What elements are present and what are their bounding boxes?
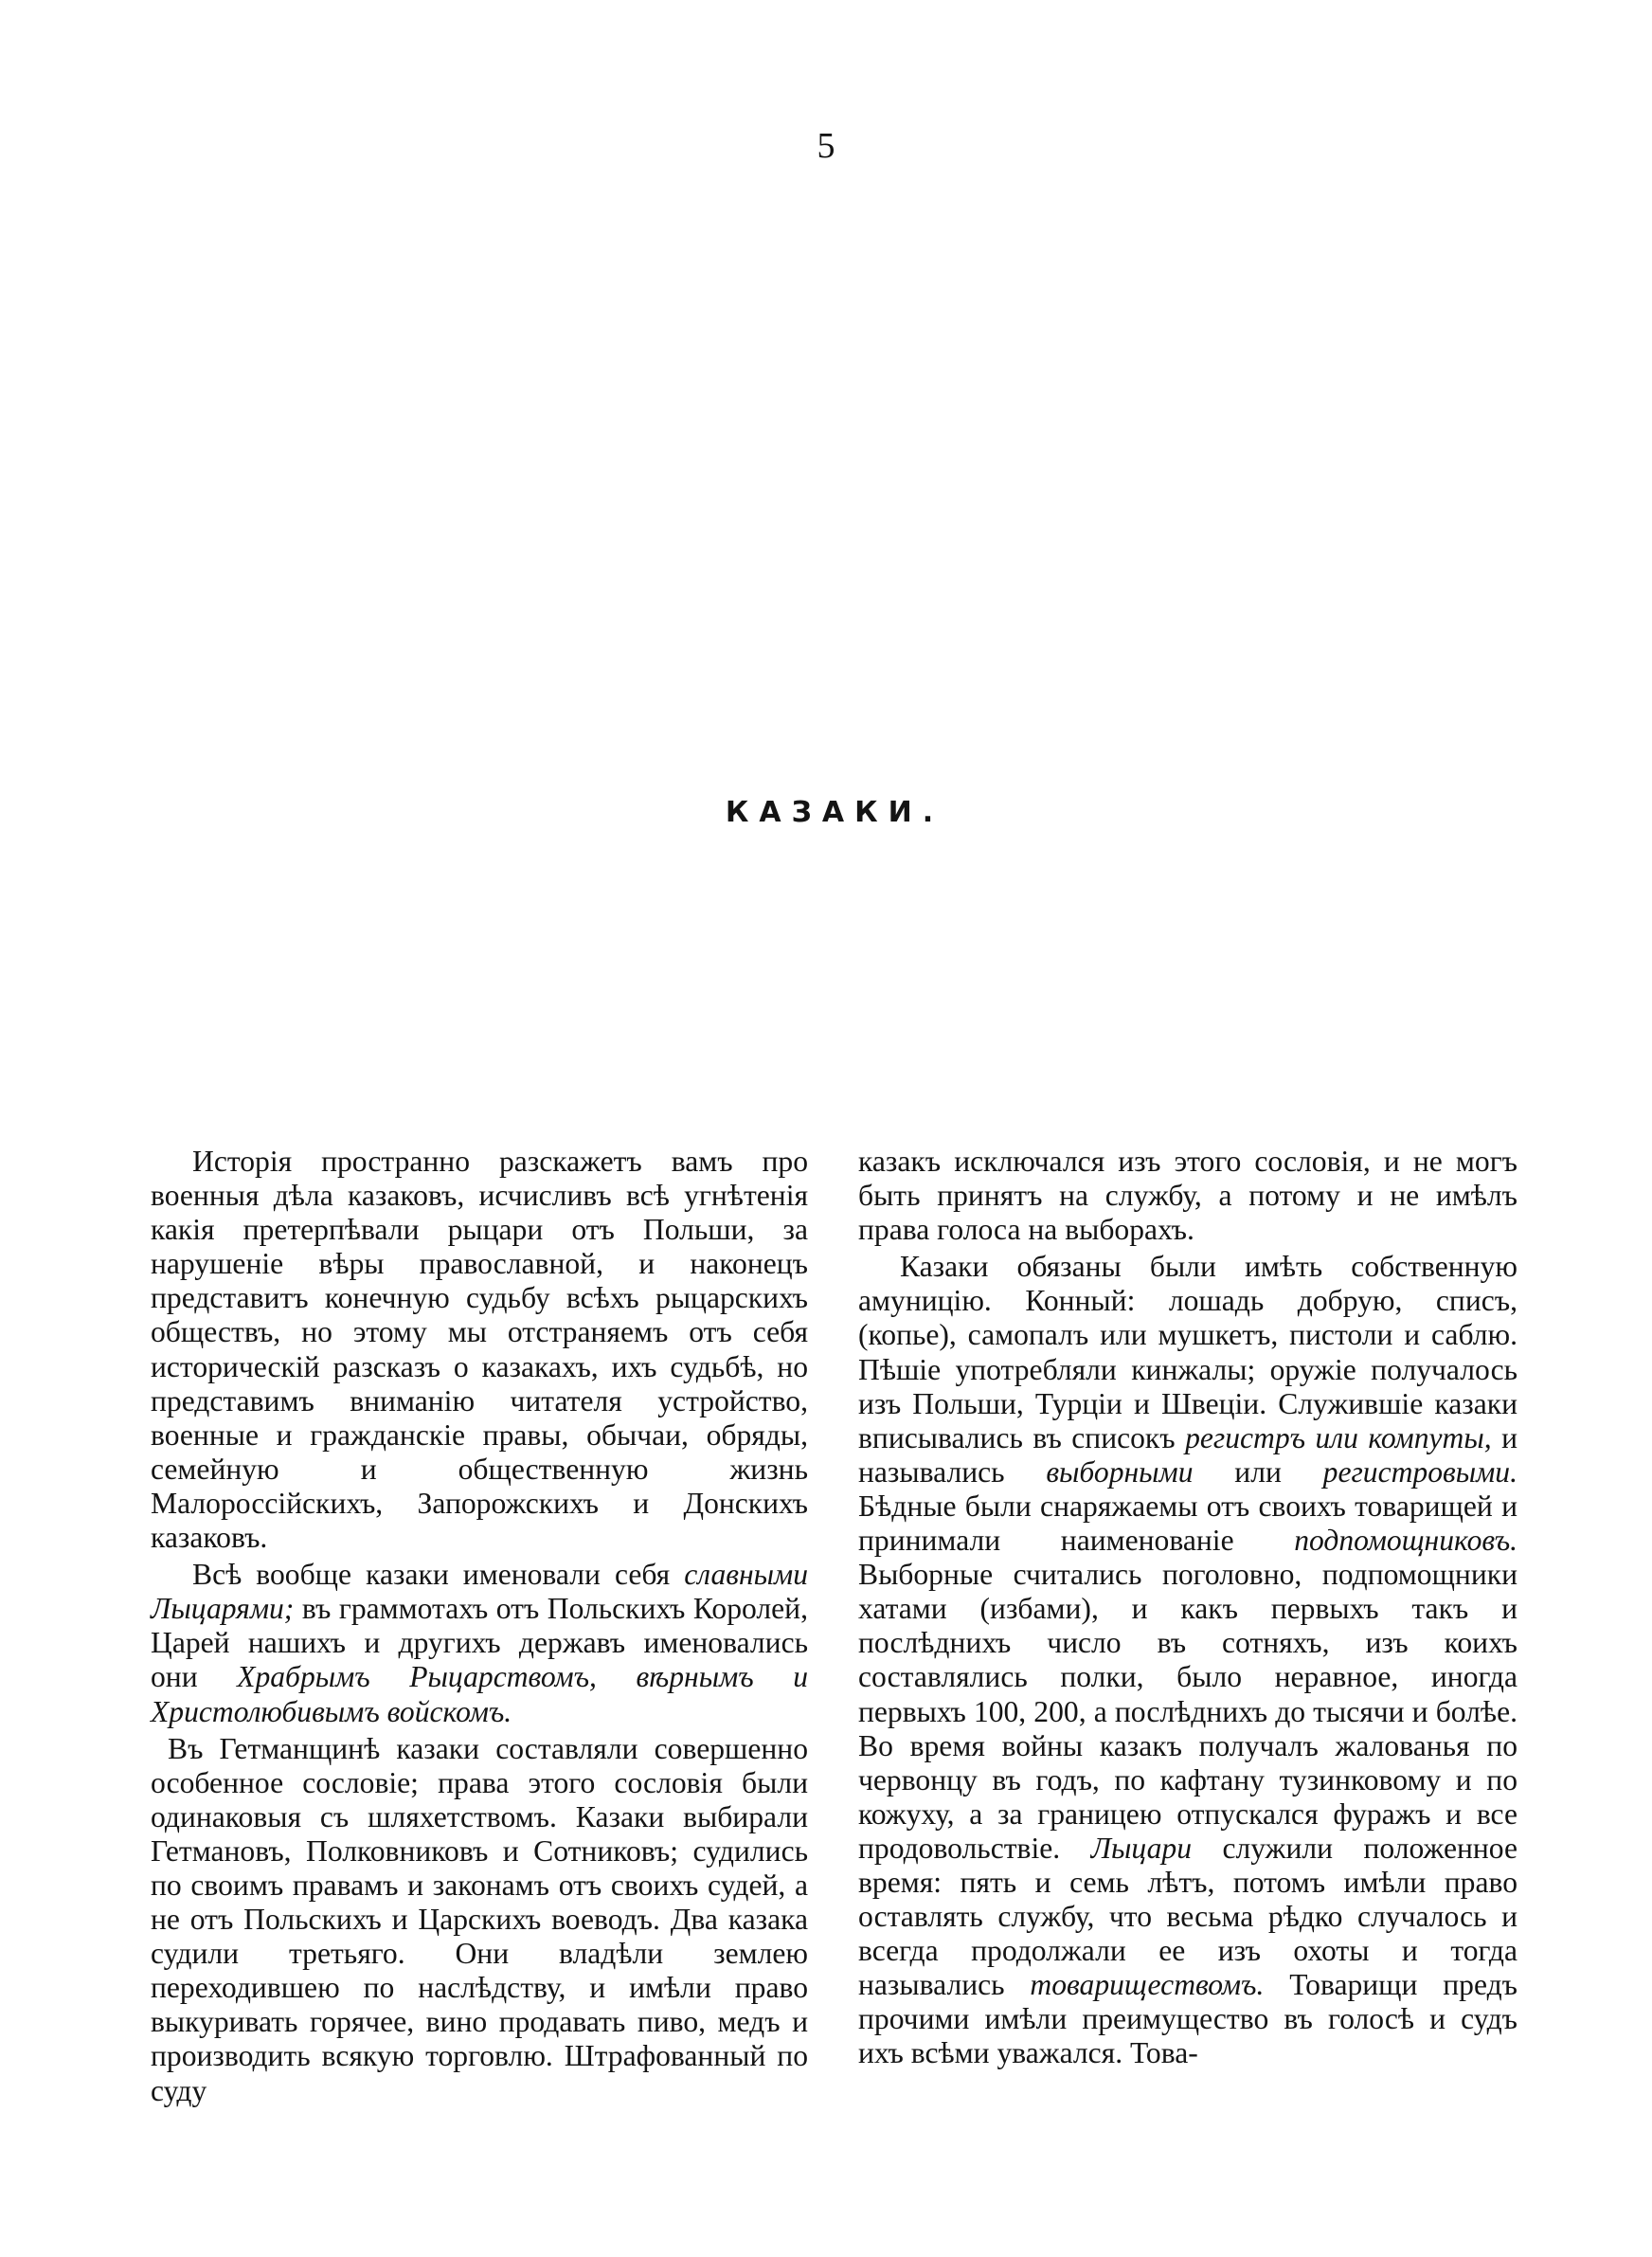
paragraph-text: Казаки обязаны были имѣть собственную амуницію. Конный: лошадь добрую, списъ, (копье), самопалъ или мушкетъ, пистоли и саблю. Пѣшіе употребляли кинжалы; оружіе получалось изъ Польши, Турціи и Швеціи. Служившіе казаки вписывались въ списокъ (858, 1250, 1517, 1454)
page-number: 5 (817, 126, 835, 166)
paragraph-text: или (1193, 1454, 1323, 1489)
italic-phrase: выборными (1046, 1454, 1194, 1489)
italic-phrase: славными Лыцарями; (151, 1558, 808, 1626)
paragraph-text: Въ Гетманщинѣ казаки составляли совершенно особенное сословіе; права этого сословія были одинаковыя съ шляхетствомъ. Казаки выбирали Гетмановъ, Полковниковъ и Сотниковъ; судились по своимъ правамъ и законамъ отъ своихъ судей, а не отъ Польскихъ и Царскихъ воеводъ. Два казака судили третьяго. Они владѣли землею переходившею по наслѣдству, и имѣли право выкуривать горячее, вино продавать пиво, медъ и производить всякую торговлю. Штрафованный по суду (151, 1731, 808, 2107)
page-title: КАЗАКИ. (725, 796, 944, 829)
paragraph-text: Исторія пространно разскажетъ вамъ про военныя дѣла казаковъ, исчисливъ всѣ угнѣтенія какія претерпѣвали рыцари отъ Польши, за нарушеніе вѣры православной, и наконецъ представитъ конечную судьбу всѣхъ рыцарскихъ обществъ, но этому мы отстраняемъ отъ себя историческій разсказъ о казакахъ, ихъ судьбѣ, но представимъ вниманію читателя устройство, военные и гражданскіе правы, обычаи, обряды, семейную и общественную жизнь Малороссійскихъ, Запорожскихъ и Донскихъ казаковъ. (151, 1145, 808, 1555)
left-column (151, 1145, 808, 2111)
paragraph-equipment (858, 1250, 1517, 2070)
paragraph-text: Выборные считались поголовно, подпомощники хатами (избами), и какъ первыхъ такъ и послѣднихъ число въ сотняхъ, изъ коихъ составлялись полки, было неравное, иногда первыхъ 100, 200, а послѣднихъ до тысячи и болѣе. Во время войны казакъ получалъ жалованья по червонцу въ годъ, по кафтану тузинковому и по кожуху, а за границею отпускался фуражъ и все продовольствіе. (858, 1558, 1517, 1865)
paragraph-continuation (858, 1145, 1517, 1247)
paragraph-text: Всѣ вообще казаки именовали себя (192, 1558, 685, 1592)
right-column (858, 1145, 1517, 2074)
italic-phrase: подпомощниковъ. (1294, 1524, 1517, 1558)
italic-phrase: регистровыми. (1322, 1454, 1517, 1489)
paragraph-text: въ граммотахъ отъ Польскихъ Королей, Царей нашихъ и другихъ державъ именовались они (151, 1592, 808, 1694)
paragraph-text: Бѣдные были снаряжаемы отъ своихъ товарищей и принимали наименованіе (858, 1489, 1517, 1558)
paragraph-text: служили положенное время: пять и семь лѣтъ, потомъ имѣли право оставлять службу, что весьма рѣдко случалось и всегда продолжали ее изъ охоты и тогда назывались (858, 1831, 1517, 2002)
italic-phrase: товариществомъ. (1030, 1968, 1265, 2002)
paragraph-hetmanate (151, 1732, 808, 2108)
paragraph-intro (151, 1145, 808, 1555)
italic-phrase: регистръ или компуты, (1185, 1420, 1492, 1454)
italic-phrase: Лыцари (1090, 1831, 1192, 1865)
paragraph-text: казакъ исключался изъ этого сословія, и не могъ быть принятъ на службу, а потому и не имѣлъ права голоса на выборахъ. (858, 1145, 1517, 1247)
paragraph-names (151, 1558, 808, 1728)
paragraph-text: и назывались (858, 1420, 1517, 1489)
italic-phrase: Храбрымъ Рыцарствомъ, вѣрнымъ и Христолюбивымъ войскомъ. (151, 1660, 808, 1728)
paragraph-text: Товарищи предъ прочими имѣли преимущество въ голосѣ и судъ ихъ всѣми уважался. Това- (858, 1968, 1517, 2070)
